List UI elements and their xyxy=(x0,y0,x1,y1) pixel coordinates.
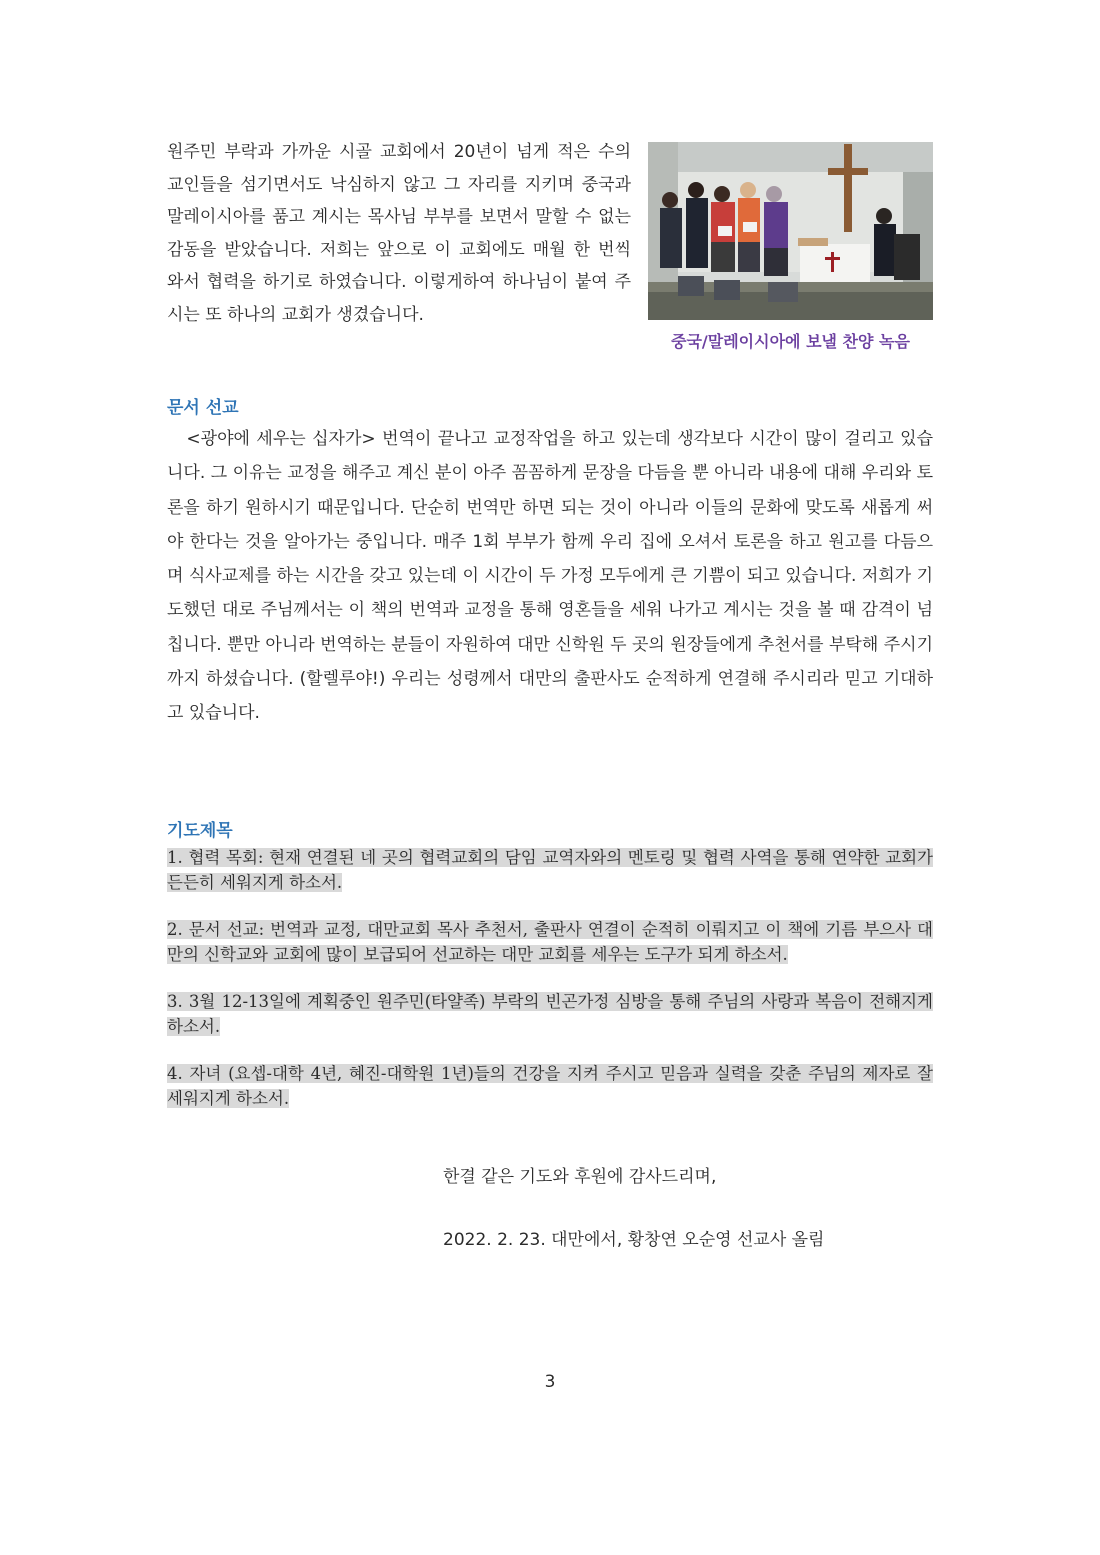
prayer-topics-heading: 기도제목 xyxy=(167,821,233,841)
literature-mission-heading: 문서 선교 xyxy=(167,398,239,418)
prayer-topics-list xyxy=(167,845,933,1133)
prayer-item-text: 2. 문서 선교: 번역과 교정, 대만교회 목사 추천서, 출판사 연결이 순적히 이뤄지고 이 책에 기름 부으사 대만의 신학교와 교회에 많이 보급되어 선교하는 대만 교회를 세우는 도구가 되게 하소서. xyxy=(167,920,933,964)
literature-indent xyxy=(167,429,186,449)
closing-thanks: 한결 같은 기도와 후원에 감사드리며, xyxy=(443,1167,717,1187)
intro-paragraph xyxy=(167,136,631,331)
intro-text: 원주민 부락과 가까운 시골 교회에서 20년이 넘게 적은 수의 교인들을 섬기면서도 낙심하지 않고 그 자리를 지키며 중국과 말레이시아를 품고 계시는 목사님 부부를 보면서 말할 수 없는 감동을 받았습니다. 저희는 앞으로 이 교회에도 매월 한 번씩 와서 협력을 하기로 하였습니다. 이렇게하여 하나님이 붙여 주시는 또 하나의 교회가 생겼습니다. xyxy=(167,142,631,325)
prayer-item-text: 4. 자녀 (요셉-대학 4년, 혜진-대학원 1년)들의 건강을 지켜 주시고 믿음과 실력을 갖춘 주님의 제자로 잘 세워지게 하소서. xyxy=(167,1064,933,1108)
photo-figure xyxy=(648,142,933,352)
literature-mission-paragraph xyxy=(167,422,933,731)
prayer-item-text: 1. 협력 목회: 현재 연결된 네 곳의 협력교회의 담임 교역자와의 멘토링 및 협력 사역을 통해 연약한 교회가 든든히 세워지게 하소서. xyxy=(167,848,933,892)
prayer-item xyxy=(167,1061,933,1111)
prayer-item xyxy=(167,989,933,1039)
page-number: 3 xyxy=(544,1372,556,1392)
prayer-item xyxy=(167,917,933,967)
prayer-item-text: 3. 3월 12-13일에 계획중인 원주민(타얄족) 부락의 빈곤가정 심방을 통해 주님의 사랑과 복음이 전해지게 하소서. xyxy=(167,992,933,1036)
church-choir-photo xyxy=(648,142,933,320)
prayer-item xyxy=(167,845,933,895)
literature-mission-text: <광야에 세우는 십자가> 번역이 끝나고 교정작업을 하고 있는데 생각보다 시간이 많이 걸리고 있습니다. 그 이유는 교정을 해주고 계신 분이 아주 꼼꼼하게 문장을 다듬을 뿐 아니라 내용에 대해 우리와 토론을 하기 원하시기 때문입니다. 단순히 번역만 하면 되는 것이 아니라 이들의 문화에 맞도록 새롭게 써야 한다는 것을 알아가는 중입니다. 매주 1회 부부가 함께 우리 집에 오셔서 토론을 하고 원고를 다듬으며 식사교제를 하는 시간을 갖고 있는데 이 시간이 두 가정 모두에게 큰 기쁨이 되고 있습니다. 저희가 기도했던 대로 주님께서는 이 책의 번역과 교정을 통해 영혼들을 세워 나가고 계시는 것을 볼 때 감격이 넘칩니다. 뿐만 아니라 번역하는 분들이 자원하여 대만 신학원 두 곳의 원장들에게 추천서를 부탁해 주시기까지 하셨습니다. (할렐루야!) 우리는 성령께서 대만의 출판사도 순적하게 연결해 주시리라 믿고 기대하고 있습니다. xyxy=(167,429,934,724)
photo-caption: 중국/말레이시아에 보낼 찬양 녹음 xyxy=(671,332,910,351)
closing-signature: 2022. 2. 23. 대만에서, 황창연 오순영 선교사 올림 xyxy=(443,1230,825,1250)
